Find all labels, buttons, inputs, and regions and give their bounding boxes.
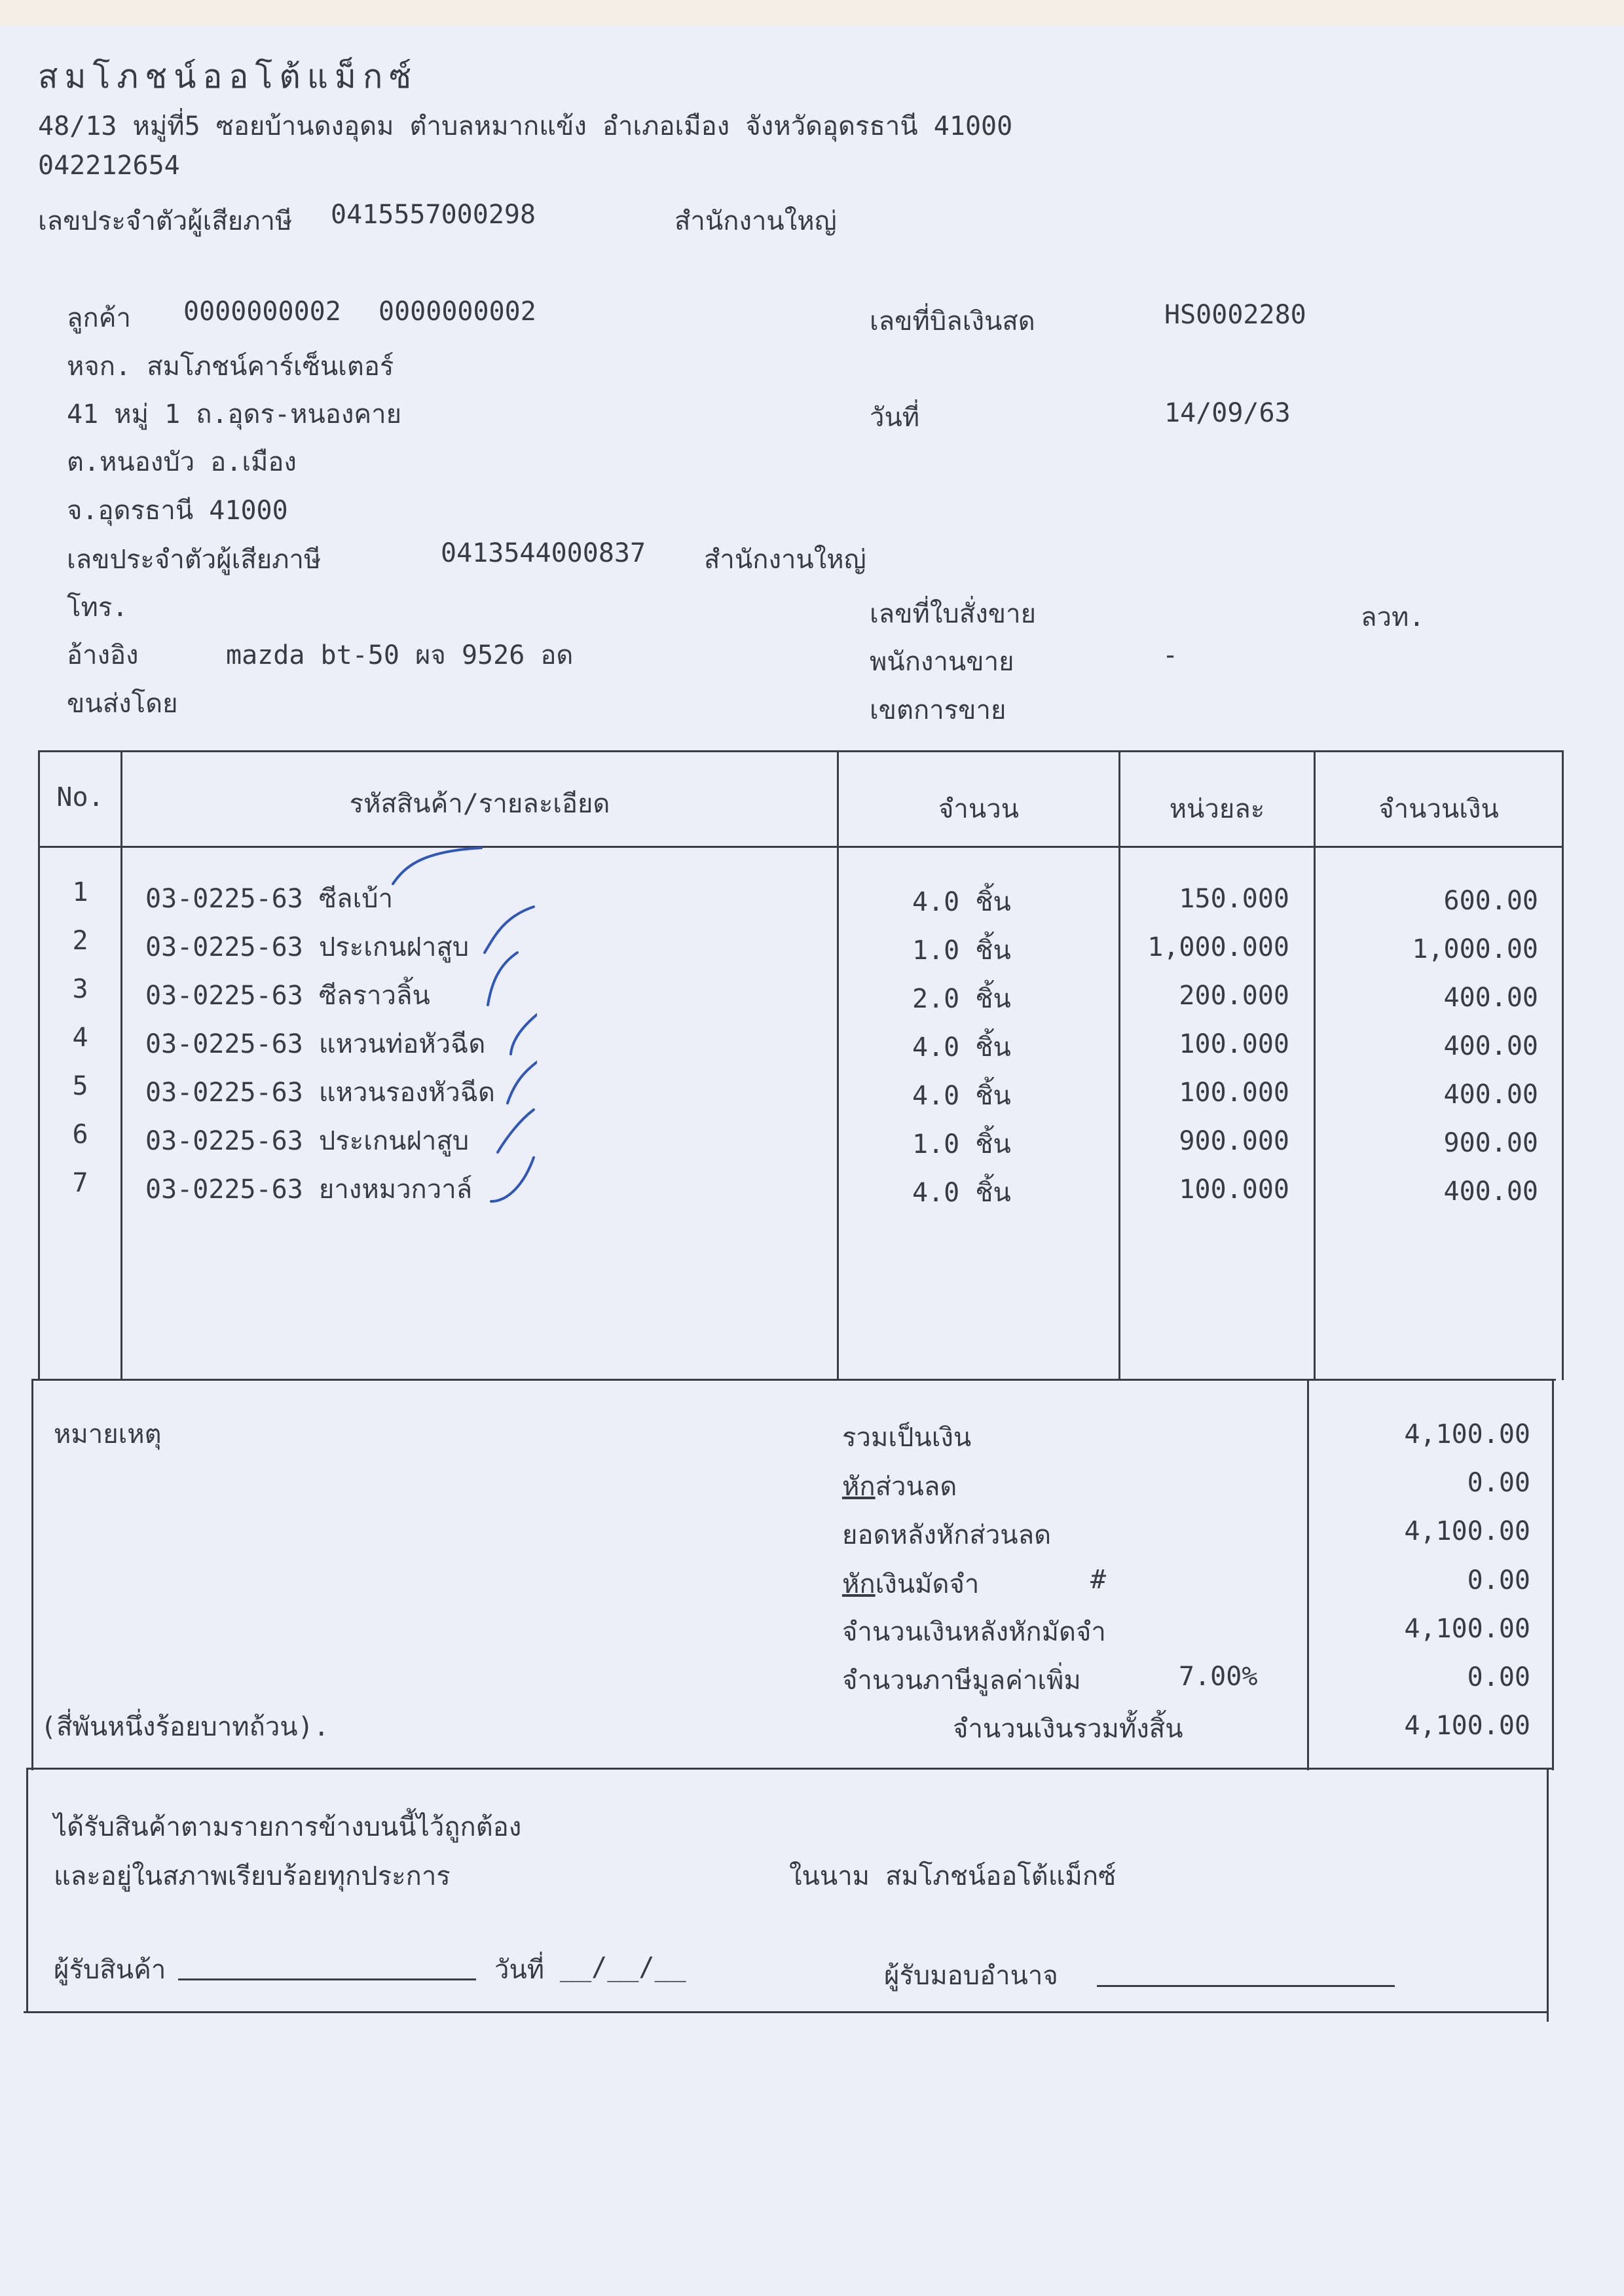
row-no: 1 [72, 877, 88, 907]
customer-code-2: 0000000002 [378, 297, 536, 327]
company-address: 48/13 หมู่ที่5 ซอยบ้านดงอุดม ตำบลหมากแข้ง อำเภอเมือง จังหวัดอุดรธานี 41000 [38, 111, 1013, 141]
header-description: รหัสสินค้า/รายละเอียด [349, 789, 610, 819]
row-description: 03-0225-63 แหวนท่อหัวฉีด [145, 1029, 486, 1059]
row-quantity: 4.0 ชิ้น [912, 1178, 1011, 1208]
check-mark-icon [485, 907, 534, 953]
scan-edge [0, 0, 1624, 26]
row-description: 03-0225-63 ซีลราวลิ้น [145, 981, 430, 1011]
row-no: 6 [72, 1120, 88, 1150]
customer-tel-label: โทร. [67, 592, 128, 623]
check-mark-icon [498, 1110, 534, 1152]
row-description: 03-0225-63 ประเกนฝาสูบ [145, 1126, 470, 1156]
after-deposit-label: จำนวนเงินหลังหักมัดจำ [842, 1617, 1106, 1647]
shipping-label: ขนส่งโดย [67, 689, 178, 719]
on-behalf-of: ในนาม สมโภชน์ออโต้แม็กซ์ [789, 1861, 1116, 1891]
row-quantity: 1.0 ชิ้น [912, 1129, 1011, 1159]
sales-area-label: เขตการขาย [870, 695, 1006, 725]
customer-address-2: ต.หนองบัว อ.เมือง [67, 447, 297, 477]
header-amount: จำนวนเงิน [1378, 794, 1499, 824]
discount-label: หักส่วนลด [842, 1472, 957, 1502]
row-no: 3 [72, 974, 88, 1004]
company-branch: สำนักงานใหญ่ [674, 206, 837, 236]
row-unit-price: 100.000 [1179, 1175, 1289, 1205]
sales-order-label: เลขที่ใบสั่งขาย [870, 599, 1037, 629]
date-label: วันที่ [870, 403, 920, 433]
row-quantity: 1.0 ชิ้น [912, 936, 1011, 966]
row-amount: 900.00 [1443, 1128, 1538, 1158]
company-tax-label: เลขประจำตัวผู้เสียภาษี [38, 206, 293, 236]
company-phone: 042212654 [38, 151, 180, 181]
vat-rate: 7.00% [1179, 1662, 1258, 1692]
row-no: 5 [72, 1071, 88, 1101]
header-quantity: จำนวน [938, 794, 1020, 824]
receive-date-blank[interactable]: __/__/__ [560, 1952, 686, 1982]
row-description: 03-0225-63 แหวนรองหัวฉีด [145, 1078, 495, 1108]
after-discount-value: 4,100.00 [1404, 1516, 1530, 1546]
row-amount: 1,000.00 [1412, 934, 1538, 964]
customer-name: หจก. สมโภชน์คาร์เซ็นเตอร์ [67, 352, 394, 382]
bill-no: HS0002280 [1164, 300, 1306, 330]
bill-no-label: เลขที่บิลเงินสด [870, 306, 1035, 337]
authorized-label: ผู้รับมอบอำนาจ [884, 1961, 1058, 1991]
row-description: 03-0225-63 ประเกนฝาสูบ [145, 932, 470, 962]
customer-address-1: 41 หมู่ 1 ถ.อุดร-หนองคาย [67, 399, 402, 429]
subtotal-value: 4,100.00 [1404, 1419, 1530, 1449]
row-no: 7 [72, 1168, 88, 1198]
customer-label: ลูกค้า [67, 303, 131, 333]
row-quantity: 4.0 ชิ้น [912, 1081, 1011, 1111]
row-amount: 400.00 [1443, 1031, 1538, 1061]
row-unit-price: 900.000 [1179, 1126, 1289, 1156]
row-quantity: 2.0 ชิ้น [912, 984, 1011, 1014]
sales-order-value: ลวท. [1361, 602, 1425, 632]
vat-value: 0.00 [1467, 1662, 1530, 1692]
discount-value: 0.00 [1467, 1468, 1530, 1498]
row-unit-price: 200.000 [1179, 981, 1289, 1011]
received-statement-2: และอยู่ในสภาพเรียบร้อยทุกประการ [54, 1861, 451, 1891]
after-discount-label: ยอดหลังหักส่วนลด [842, 1520, 1052, 1550]
row-no: 2 [72, 926, 88, 956]
salesperson-label: พนักงานขาย [870, 647, 1014, 677]
reference-value: mazda bt-50 ผจ 9526 อด [226, 640, 574, 670]
row-unit-price: 1,000.000 [1147, 932, 1289, 962]
doc-date: 14/09/63 [1164, 398, 1291, 428]
row-no: 4 [72, 1023, 88, 1053]
deposit-label: หักเงินมัดจำ [842, 1569, 980, 1599]
vat-label: จำนวนภาษีมูลค่าเพิ่ม [842, 1666, 1081, 1696]
check-mark-icon [491, 1157, 534, 1201]
customer-tax-id: 0413544000837 [441, 538, 646, 568]
subtotal-label: รวมเป็นเงิน [842, 1423, 972, 1453]
row-quantity: 4.0 ชิ้น [912, 1032, 1011, 1063]
salesperson-value: - [1162, 640, 1179, 670]
row-description: 03-0225-63 ซีลเบ้า [145, 884, 394, 914]
amount-in-words: (สี่พันหนึ่งร้อยบาทถ้วน). [41, 1712, 329, 1742]
grand-total-value: 4,100.00 [1404, 1711, 1530, 1741]
company-name: สมโภชน์ออโต้แม็กซ์ [38, 58, 418, 96]
check-mark-icon [511, 1013, 537, 1054]
after-deposit-value: 4,100.00 [1404, 1614, 1530, 1644]
row-unit-price: 100.000 [1179, 1078, 1289, 1108]
handwritten-check-marks [367, 845, 537, 1224]
receiver-label: ผู้รับสินค้า [54, 1955, 166, 1985]
check-mark-icon [507, 1057, 537, 1103]
customer-code-1: 0000000002 [183, 297, 341, 327]
row-description: 03-0225-63 ยางหมวกวาล์ [145, 1175, 473, 1205]
customer-tax-label: เลขประจำตัวผู้เสียภาษี [67, 545, 322, 575]
receiver-signature-line[interactable] [178, 1978, 476, 1980]
row-unit-price: 100.000 [1179, 1029, 1289, 1059]
received-statement-1: ได้รับสินค้าตามรายการข้างบนนี้ไว้ถูกต้อง [54, 1812, 522, 1842]
deposit-number-sign: # [1090, 1565, 1107, 1595]
row-amount: 400.00 [1443, 1080, 1538, 1110]
customer-branch: สำนักงานใหญ่ [704, 545, 866, 575]
row-amount: 400.00 [1443, 1176, 1538, 1207]
row-unit-price: 150.000 [1179, 884, 1289, 914]
check-mark-icon [393, 848, 481, 884]
company-tax-id: 0415557000298 [331, 200, 536, 230]
row-quantity: 4.0 ชิ้น [912, 887, 1011, 917]
remark-label: หมายเหตุ [54, 1419, 162, 1449]
check-mark-icon [488, 953, 517, 1005]
authorized-signature-line[interactable] [1097, 1985, 1395, 1987]
header-unit-price: หน่วยละ [1169, 794, 1265, 824]
customer-address-3: จ.อุดรธานี 41000 [67, 496, 288, 526]
header-no: No. [56, 782, 104, 812]
row-amount: 600.00 [1443, 886, 1538, 916]
deposit-value: 0.00 [1467, 1565, 1530, 1595]
receive-date-label: วันที่ [494, 1955, 545, 1985]
reference-label: อ้างอิง [67, 640, 139, 670]
grand-total-label: จำนวนเงินรวมทั้งสิ้น [953, 1714, 1183, 1744]
row-amount: 400.00 [1443, 983, 1538, 1013]
